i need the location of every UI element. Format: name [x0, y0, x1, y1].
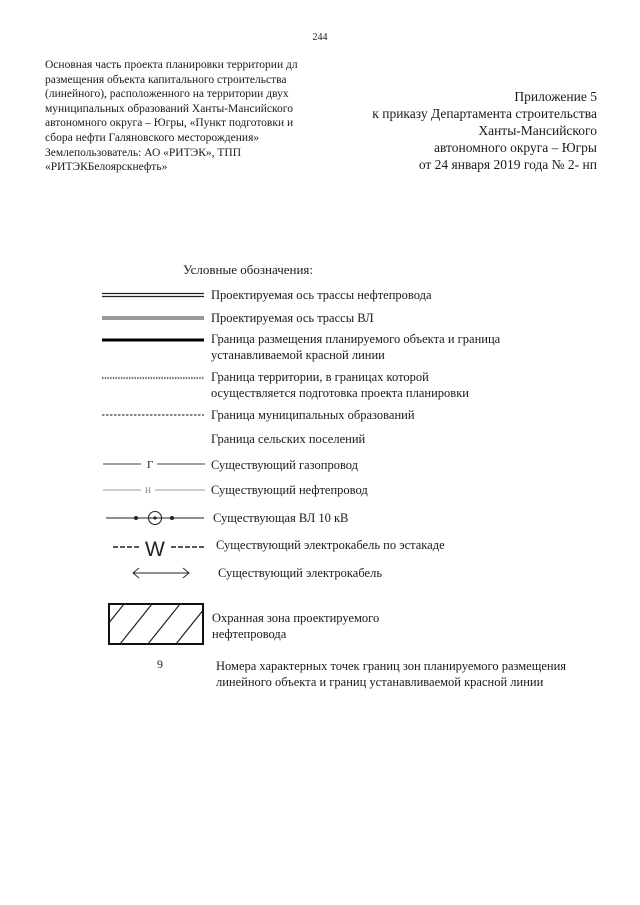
- oil-pipeline-letter: Н: [145, 486, 151, 495]
- project-description-line: Землепользователь: АО «РИТЭК», ТПП: [45, 146, 241, 159]
- existing-oil-pipeline-symbol: [103, 484, 206, 496]
- legend-label-line: нефтепровода: [212, 626, 287, 641]
- appendix-header: [297, 88, 597, 173]
- overpass-cable-letter: W: [145, 538, 165, 561]
- project-description-line: сбора нефти Галяновского месторождения»: [45, 131, 260, 144]
- legend-label-protection-zone: [212, 611, 379, 642]
- existing-gas-pipeline-symbol: [103, 458, 206, 470]
- characteristic-point-number-symbol: [154, 654, 174, 674]
- existing-cable-symbol: [130, 566, 192, 580]
- legend-label-line: Граница размещения планируемого объекта и граница: [211, 332, 501, 346]
- appendix-line: Приложение 5: [514, 89, 597, 104]
- legend-label-placement-boundary: [211, 332, 500, 363]
- project-description-line: «РИТЭКБелоярскнефть»: [45, 161, 168, 174]
- appendix-line: автономного округа – Югры: [434, 140, 597, 155]
- project-description-line: муниципальных образований Ханты-Мансийского: [45, 102, 293, 115]
- legend-label-existing-gas-pipeline: Существующий газопровод: [211, 458, 359, 472]
- municipal-boundary-symbol: [100, 411, 206, 419]
- legend-label-rural-settlement-boundary: Граница сельских поселений: [211, 432, 366, 446]
- legend-label-projected-power-line: Проектируемая ось трассы ВЛ: [211, 311, 374, 325]
- legend-title: Условные обозначения:: [183, 262, 314, 277]
- projected-pipeline-axis-symbol: [100, 291, 206, 299]
- legend-label-existing-cable: Существующий электрокабель: [218, 566, 383, 580]
- appendix-line: к приказу Департамента строительства: [372, 106, 597, 121]
- legend-label-planning-territory: [211, 370, 469, 401]
- legend-label-line: Номера характерных точек границ зон планируемого размещения: [216, 659, 567, 673]
- point-number-example: 9: [157, 657, 163, 671]
- project-description: [45, 58, 320, 175]
- legend-label-existing-overpass-cable: Существующий электрокабель по эстакаде: [216, 538, 445, 552]
- project-description-line: (линейного), расположенного на территории двух: [45, 88, 289, 101]
- appendix-line: Ханты-Мансийского: [478, 123, 597, 138]
- legend-label-line: линейного объекта и границ устанавливаемой красной линии: [216, 674, 544, 689]
- project-description-line: размещения объекта капитального строительства: [45, 73, 287, 86]
- gas-pipeline-letter: Г: [147, 459, 154, 470]
- legend-label-point-numbers: [216, 659, 566, 690]
- legend-label-projected-pipeline: Проектируемая ось трассы нефтепровода: [211, 288, 432, 302]
- project-description-line: автономного округа – Югры, «Пункт подготовки и: [45, 117, 294, 130]
- appendix-line: от 24 января 2019 года № 2- нп: [418, 157, 597, 172]
- legend-label-existing-oil-pipeline: Существующий нефтепровод: [211, 483, 368, 497]
- legend-label-line: Охранная зона проектируемого: [212, 611, 380, 625]
- legend-label-line: устанавливаемой красной линии: [211, 347, 385, 362]
- page-number: 244: [312, 32, 328, 43]
- projected-power-line-axis-symbol: [100, 314, 206, 322]
- planning-territory-boundary-symbol: [100, 374, 206, 382]
- legend-label-line: Граница территории, в границах которой: [211, 370, 429, 384]
- project-description-line: Основная часть проекта планировки территории дл: [45, 59, 298, 71]
- existing-power-line-10kv-symbol: [106, 508, 206, 528]
- legend-label-line: осуществляется подготовка проекта планировки: [211, 385, 469, 400]
- existing-overpass-cable-symbol: [113, 534, 206, 562]
- legend-label-municipal-boundary: Граница муниципальных образований: [211, 408, 415, 422]
- legend-label-existing-power-line-10kv: Существующая ВЛ 10 кВ: [213, 511, 349, 525]
- placement-boundary-symbol: [100, 336, 206, 344]
- pipeline-protection-zone-symbol: [108, 603, 204, 645]
